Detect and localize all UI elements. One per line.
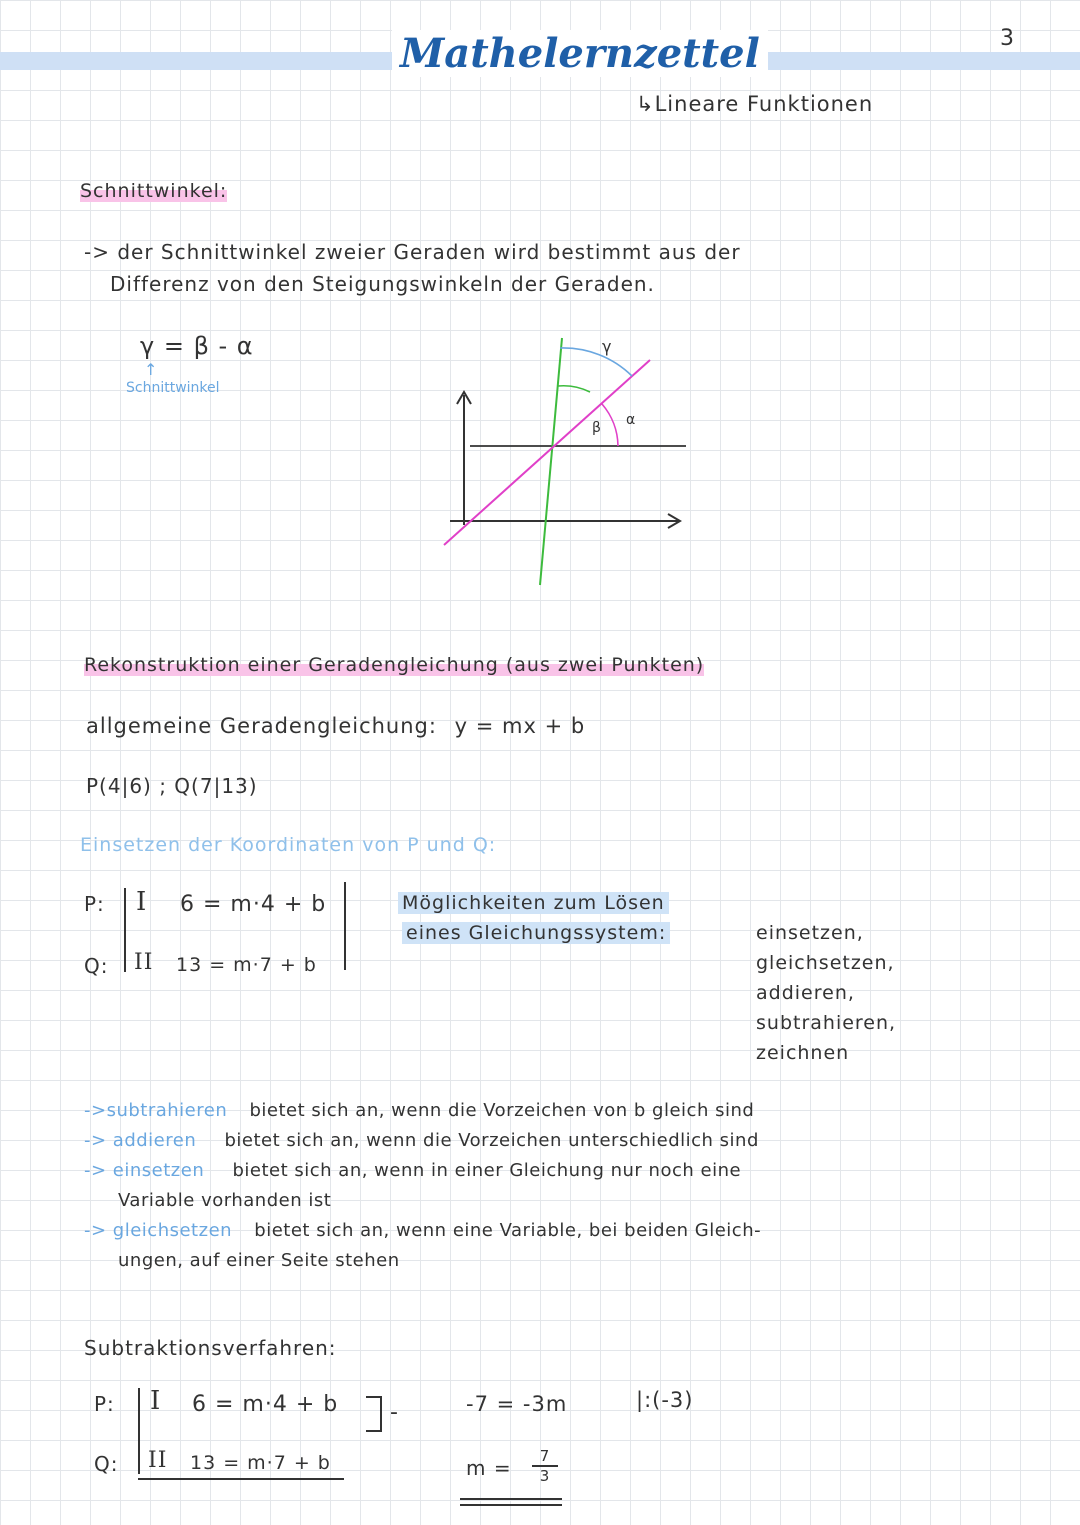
page-number: 3 xyxy=(1000,26,1015,51)
method-5: zeichnen xyxy=(756,1042,850,1064)
result-denominator: 3 xyxy=(539,1467,551,1485)
angle-diagram xyxy=(430,320,710,600)
step1: -7 = -3m xyxy=(466,1392,568,1416)
result-numerator: 7 xyxy=(539,1447,551,1465)
section-heading-schnittwinkel: Schnittwinkel: xyxy=(80,180,228,202)
system1-eq1: 6 = m·4 + b xyxy=(180,892,327,917)
hint-einsetzen-cont: Variable vorhanden ist xyxy=(118,1190,332,1211)
gamma-arc xyxy=(560,348,632,376)
system1-left-bar xyxy=(124,888,126,972)
formula-arrow: ↑ xyxy=(144,360,159,379)
general-equation-formula: y = mx + b xyxy=(454,714,586,738)
hint-gleichsetzen-cont: ungen, auf einer Seite stehen xyxy=(118,1250,400,1271)
system2-q-label: Q: xyxy=(94,1452,119,1476)
gamma-label: γ xyxy=(602,337,612,356)
hint-einsetzen: -> einsetzen bietet sich an, wenn in einer Gleichung nur noch eine xyxy=(84,1160,742,1181)
system2-eq2-number: II xyxy=(148,1448,168,1473)
system1-eq2: 13 = m·7 + b xyxy=(176,954,317,976)
method-4: subtrahieren, xyxy=(756,1012,897,1034)
system1-eq2-number: II xyxy=(134,950,154,975)
section-heading-subtraktion: Subtraktionsverfahren: xyxy=(84,1336,337,1360)
angle-formula: γ = β - α xyxy=(140,332,254,360)
alpha-label: α xyxy=(626,412,636,428)
result-fraction xyxy=(532,1448,558,1484)
hint-subtrahieren: ->subtrahieren bietet sich an, wenn die Vorzeichen von b gleich sind xyxy=(84,1100,755,1121)
subtraction-operator: - xyxy=(390,1400,399,1425)
bracket-side xyxy=(380,1396,382,1432)
system1-p-label: P: xyxy=(84,892,105,916)
definition-line-2: Differenz von den Steigungswinkeln der Geraden. xyxy=(110,272,655,296)
insert-heading: Einsetzen der Koordinaten von P und Q: xyxy=(80,834,497,856)
system2-eq1: 6 = m·4 + b xyxy=(192,1392,339,1417)
result-underline-2 xyxy=(460,1504,562,1506)
hint-addieren: -> addieren bietet sich an, wenn die Vorzeichen unterschiedlich sind xyxy=(84,1130,759,1151)
system2-underline xyxy=(138,1478,344,1480)
beta-arc xyxy=(558,386,590,392)
green-line xyxy=(540,338,562,585)
method-1: einsetzen, xyxy=(756,922,864,944)
hint-gleichsetzen: -> gleichsetzen bietet sich an, wenn eine Variable, bei beiden Gleich- xyxy=(84,1220,762,1241)
given-points: P(4|6) ; Q(7|13) xyxy=(86,774,258,798)
system1-eq1-number: I xyxy=(136,887,148,917)
method-2: gleichsetzen, xyxy=(756,952,895,974)
definition-line-1: -> der Schnittwinkel zweier Geraden wird bestimmt aus der xyxy=(84,240,741,264)
bracket-top xyxy=(366,1396,380,1398)
system2-eq1-number: I xyxy=(150,1386,162,1416)
general-equation xyxy=(86,714,585,738)
system1-q-label: Q: xyxy=(84,954,109,978)
system2-eq2: 13 = m·7 + b xyxy=(190,1452,331,1474)
result-underline-1 xyxy=(460,1498,562,1500)
formula-label: Schnittwinkel xyxy=(126,380,220,396)
possibilities-line-2: eines Gleichungssystem: xyxy=(402,922,670,944)
page-title: Mathelernzettel xyxy=(392,30,768,77)
system2-p-label: P: xyxy=(94,1392,115,1416)
system2-left-bar xyxy=(138,1388,140,1474)
general-equation-label: allgemeine Geradengleichung: xyxy=(86,714,437,738)
beta-label: β xyxy=(592,420,601,436)
alpha-arc xyxy=(602,404,618,446)
page-subtitle: ↳Lineare Funktionen xyxy=(636,92,874,116)
section-heading-rekonstruktion: Rekonstruktion einer Geradengleichung (aus zwei Punkten) xyxy=(84,654,705,676)
result-lhs: m = xyxy=(466,1456,512,1480)
system1-right-bar xyxy=(344,882,346,970)
step1-operation: |:(-3) xyxy=(636,1388,694,1412)
bracket-bottom xyxy=(366,1430,380,1432)
possibilities-line-1: Möglichkeiten zum Lösen xyxy=(398,892,669,914)
method-3: addieren, xyxy=(756,982,855,1004)
